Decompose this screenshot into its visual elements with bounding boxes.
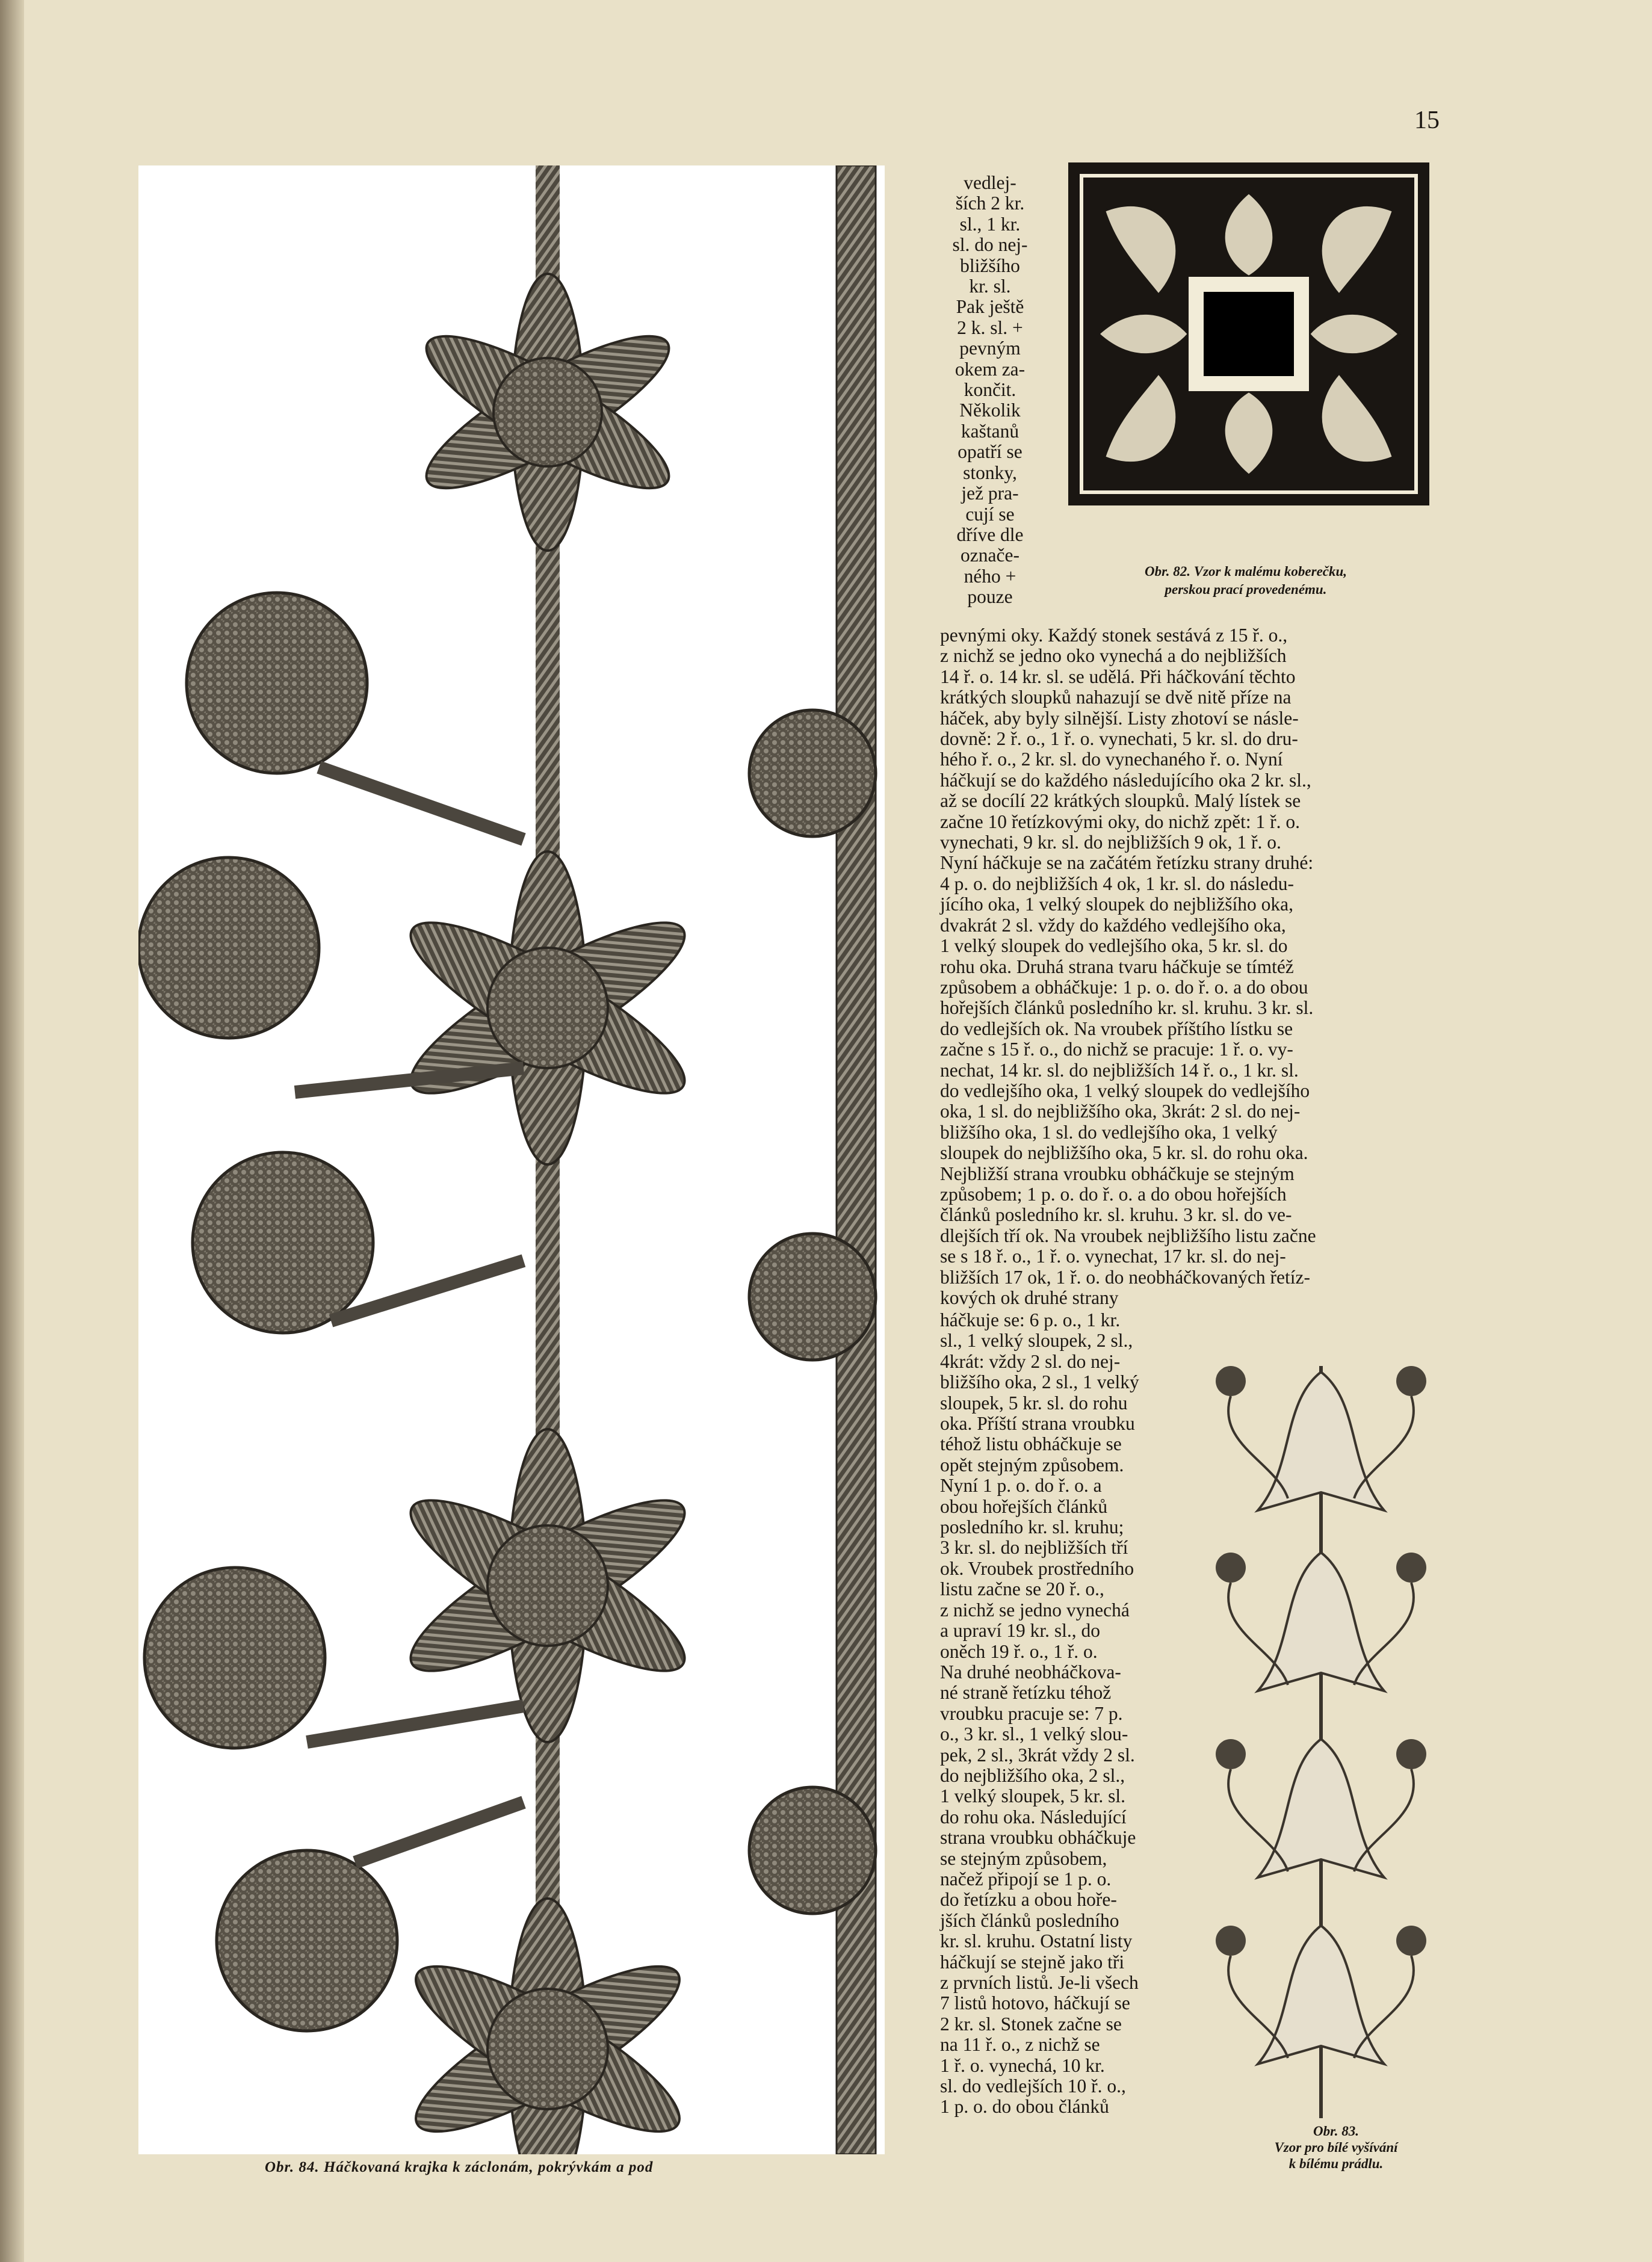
text-line: opatří se [957,441,1022,463]
text-line: 2 kr. sl. Stonek začne se [940,2013,1122,2035]
text-line: na 11 ř. o., z nichž se [940,2034,1100,2056]
text-line: z nichž se jedno oko vynechá a do nejbližších [940,645,1287,667]
caption-line: perskou prací provedenému. [1165,582,1327,597]
text-line: načež připojí se 1 p. o. [940,1868,1112,1890]
text-line: až se docílí 22 krátkých sloupků. Malý lístek se [940,790,1301,812]
text-line: bližších 17 ok, 1 ř. o. do neobháčkovaných řetíz- [940,1266,1310,1288]
text-line: kr. sl. [969,276,1011,297]
text-line: do nejbližšího oka, 2 sl., [940,1764,1125,1786]
text-line: sl., 1 kr. [959,213,1021,235]
text-line: se s 18 ř. o., 1 ř. o. vynechat, 17 kr. sl. do nej- [940,1246,1286,1267]
text-line: 14 ř. o. 14 kr. sl. se udělá. Při háčkování těchto [940,666,1296,687]
text-line: oněch 19 ř. o., 1 ř. o. [940,1640,1098,1662]
text-line: sloupek do nejbližšího oka, 5 kr. sl. do rohu oka. [940,1142,1308,1164]
text-line: pouze [967,586,1013,608]
text-line: dlejších tří ok. Na vroubek nejbližšího listu začne [940,1225,1316,1246]
text-line: ších 2 kr. [955,193,1025,214]
text-line: 3 kr. sl. do nejbližších tří [940,1537,1128,1559]
text-line: pevným [959,338,1021,359]
text-line: vroubku pracuje se: 7 p. [940,1702,1123,1724]
text-line: rohu oka. Druhá strana tvaru háčkuje se tímtéž [940,956,1294,977]
text-line: krátkých sloupků nahazují se dvě nitě příze na [940,687,1292,708]
embroidery-figure [1204,1354,1438,2130]
text-line: oka. Příští strana vroubku [940,1413,1135,1435]
text-line: vynechati, 9 kr. sl. do nejbližších 9 ok, 1 ř. o. [940,832,1281,853]
text-line: se stejným způsobem, [940,1847,1107,1869]
text-line: bližšího oka, 2 sl., 1 velký [940,1371,1139,1393]
text-line: sl. do nej- [952,234,1028,256]
text-line: nechat, 14 kr. sl. do nejbližších 14 ř. o., 1 kr. sl. [940,1059,1299,1081]
text-line: 2 k. sl. + [957,317,1023,338]
text-line: dovně: 2 ř. o., 1 ř. o. vynechati, 5 kr. sl. do dru- [940,728,1298,750]
text-line: o., 3 kr. sl., 1 velký slou- [940,1723,1128,1745]
text-line: Pak ještě [956,296,1024,318]
text-line: jších článků posledního [940,1909,1119,1931]
text-line: ok. Vroubek prostředního [940,1557,1134,1579]
text-line: do řetízku a obou hoře- [940,1889,1117,1911]
text-line: hořejších článků posledního kr. sl. kruhu. 3 kr. sl. [940,997,1314,1019]
text-line: hého ř. o., 2 kr. sl. do vynechaného ř. o. Nyní [940,749,1283,770]
text-line: začne 10 řetízkovými oky, do nichž zpět: 1 ř. o. [940,811,1301,832]
crochet-lace-figure [138,165,885,2154]
text-line: opět stejným způsobem. [940,1454,1124,1476]
text-line: posledního kr. sl. kruhu; [940,1516,1124,1538]
text-line: 4 p. o. do nejbližších 4 ok, 1 kr. sl. do následu- [940,873,1294,894]
text-line: 1 velký sloupek do vedlejšího oka, 5 kr. sl. do [940,935,1288,957]
rug-pattern-figure [1068,162,1429,505]
text-line: strana vroubku obháčkuje [940,1827,1136,1849]
figure-84-caption: Obr. 84. Háčkovaná krajka k záclonám, pokrývkám a pod [265,2159,654,2175]
text-line: kr. sl. kruhu. Ostatní listy [940,1930,1133,1952]
text-line: článků posledního kr. sl. kruhu. 3 kr. sl. do ve- [940,1204,1292,1226]
text-line: do vedlejšího oka, 1 velký sloupek do vedlejšího [940,1080,1310,1101]
text-line: vedlej- [964,172,1016,193]
text-line: a upraví 19 kr. sl., do [940,1620,1100,1642]
figure-82-caption [1059,563,1432,599]
text-line: háčkují se do každého následujícího oka 2 kr. sl., [940,769,1311,791]
text-line: 1 ř. o. vynechá, 10 kr. [940,2054,1105,2076]
text-column-wide [940,625,1428,1308]
figure-83-caption [1237,2123,1435,2172]
text-line: háčkuje se: 6 p. o., 1 kr. [940,1309,1121,1330]
text-line: kových ok druhé strany [940,1287,1119,1308]
text-line: z prvních listů. Je-li všech [940,1972,1139,1993]
text-line: 7 listů hotovo, háčkují se [940,1992,1130,2014]
text-line: Na druhé neobháčkova- [940,1661,1121,1683]
text-line: bližšího oka, 1 sl. do vedlejšího oka, 1 velký [940,1121,1278,1143]
text-line: z nichž se jedno vynechá [940,1599,1130,1621]
text-line: ného + [964,565,1016,587]
text-line: listu začne se 20 ř. o., [940,1578,1104,1600]
text-line: obou hořejších článků [940,1495,1108,1517]
text-line: pek, 2 sl., 3krát vždy 2 sl. [940,1744,1135,1766]
caption-line: Vzor pro bílé vyšívání [1274,2140,1398,2155]
text-line: dvakrát 2 sl. vždy do každého vedlejšího oka, [940,914,1286,936]
text-line: způsobem a obháčkuje: 1 p. o. do ř. o. a do obou [940,976,1308,998]
text-line: 1 p. o. do obou článků [940,2096,1109,2118]
text-line: Nyní 1 p. o. do ř. o. a [940,1475,1102,1497]
text-line: do vedlejších ok. Na vroubek příštího lístku se [940,1018,1293,1039]
page-number: 15 [1414,107,1440,134]
text-line: končit. [964,379,1016,401]
text-line: jícího oka, 1 velký sloupek do nejbližšího oka, [940,894,1294,915]
text-line: bližšího [960,255,1020,276]
text-line: háčkují se stejně jako tři [940,1951,1125,1973]
text-line: Nyní háčkuje se na začátém řetízku strany druhé: [940,852,1314,874]
text-line: téhož listu obháčkuje se [940,1433,1122,1455]
text-column-narrow-top [930,173,1050,608]
text-column-narrow-bottom [940,1310,1178,2118]
text-line: oka, 1 sl. do nejbližšího oka, 3krát: 2 sl. do nej- [940,1101,1301,1122]
text-line: sloupek, 5 kr. sl. do rohu [940,1392,1128,1414]
text-line: Nejbližší strana vroubku obháčkuje se stejným [940,1163,1295,1184]
caption-line: k bílému prádlu. [1288,2156,1384,2171]
text-line: 1 velký sloupek, 5 kr. sl. [940,1785,1125,1807]
text-line: né straně řetízku téhož [940,1682,1112,1704]
text-line: začne s 15 ř. o., do nichž se pracuje: 1 ř. o. vy- [940,1039,1293,1060]
text-line: pevnými oky. Každý stonek sestává z 15 ř. o., [940,625,1288,646]
text-line: sl. do vedlejších 10 ř. o., [940,2075,1126,2097]
text-line: dříve dle [956,524,1024,545]
text-line: jež pra- [961,483,1019,504]
text-line: do rohu oka. Následující [940,1806,1127,1828]
text-line: způsobem; 1 p. o. do ř. o. a do obou hořejších [940,1183,1287,1205]
text-line: označe- [961,545,1019,566]
text-line: kaštanů [961,420,1019,442]
caption-line: Obr. 83. [1313,2124,1360,2139]
text-line: Několik [959,400,1021,421]
text-line: sl., 1 velký sloupek, 2 sl., [940,1330,1133,1352]
binding-edge [0,0,24,2262]
text-line: cují se [965,503,1015,525]
text-line: okem za- [954,358,1026,380]
caption-line: Obr. 82. Vzor k malému koberečku, [1144,564,1347,579]
text-line: stonky, [963,462,1017,483]
text-line: háček, aby byly silnější. Listy zhotoví se násle- [940,707,1299,729]
text-line: 4krát: vždy 2 sl. do nej- [940,1350,1121,1372]
